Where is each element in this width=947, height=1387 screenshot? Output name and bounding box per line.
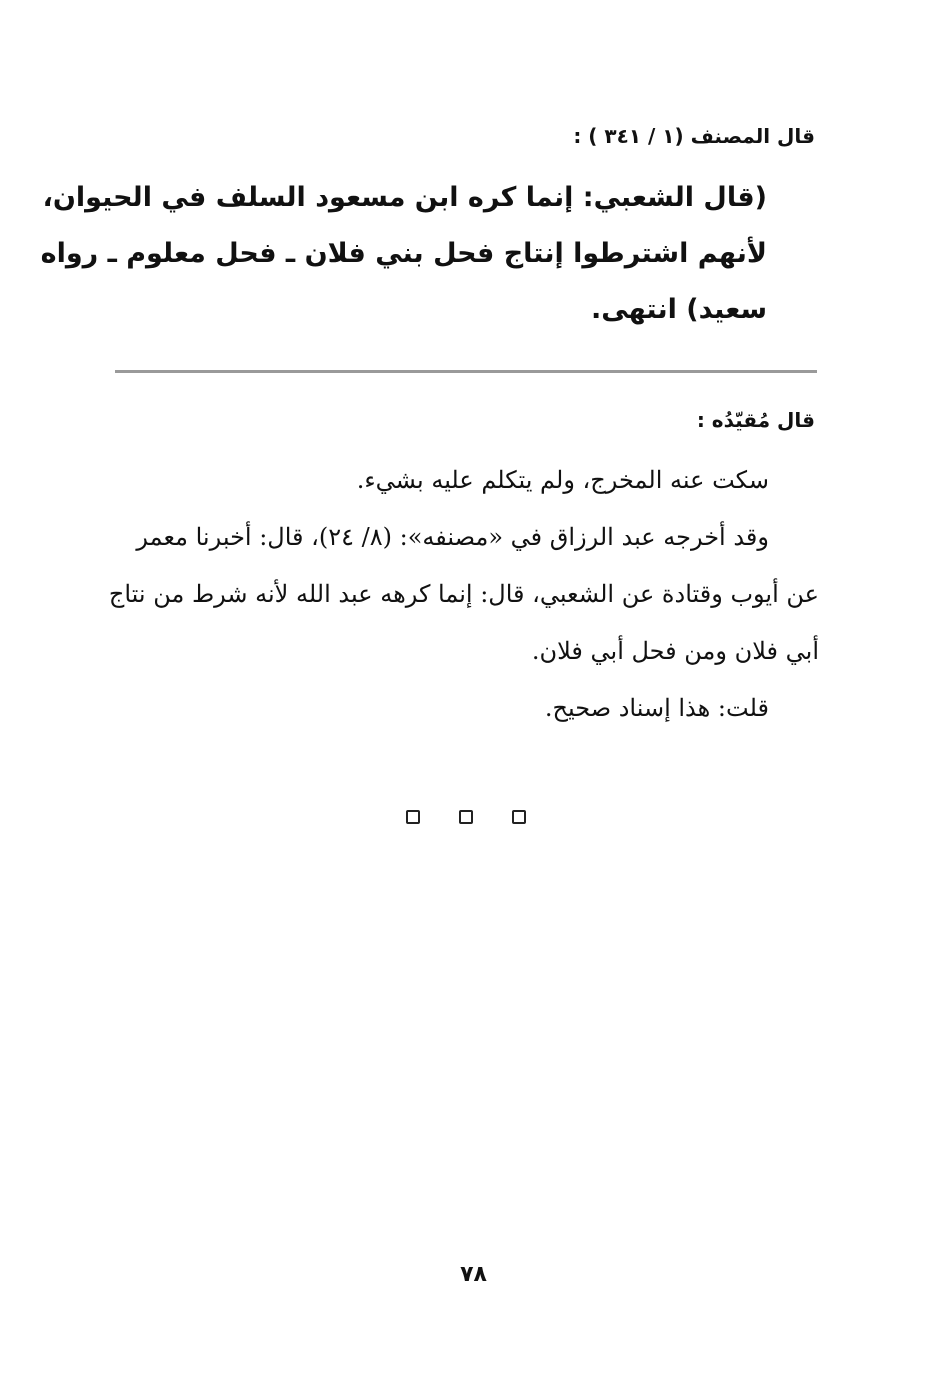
square-outline-icon [512,810,526,824]
commentary-body [108,452,819,737]
commentary-line: سكت عنه المخرج، ولم يتكلم عليه بشيء. [356,466,769,494]
square-outline-icon [406,810,420,824]
quote-line: لأنهم اشترطوا إنتاج فحل بني فلان ـ فحل معلوم ـ رواه [40,238,767,269]
section-divider [115,370,817,373]
quote-line: (قال الشعبي: إنما كره ابن مسعود السلف في الحيوان، [42,182,767,213]
commentary-line: أبي فلان ومن فحل أبي فلان. [531,637,819,665]
section-heading-author: قال المصنف (١ / ٣٤١ ) : [573,124,815,148]
author-quote [40,170,767,338]
commentary-line: وقد أخرجه عبد الرزاق في «مصنفه»: (٨/ ٢٤)، قال: أخبرنا معمر [136,523,769,551]
commentary-line: قلت: هذا إسناد صحيح. [544,694,769,722]
section-heading-commentator: قال مُقيّدُه : [696,408,815,432]
page-number: ٧٨ [460,1262,487,1287]
commentary-line: عن أيوب وقتادة عن الشعبي، قال: إنما كرهه عبد الله لأنه شرط من نتاج [108,580,819,608]
square-outline-icon [459,810,473,824]
quote-line: سعيد) انتهى. [591,294,767,325]
end-ornament [406,810,526,830]
